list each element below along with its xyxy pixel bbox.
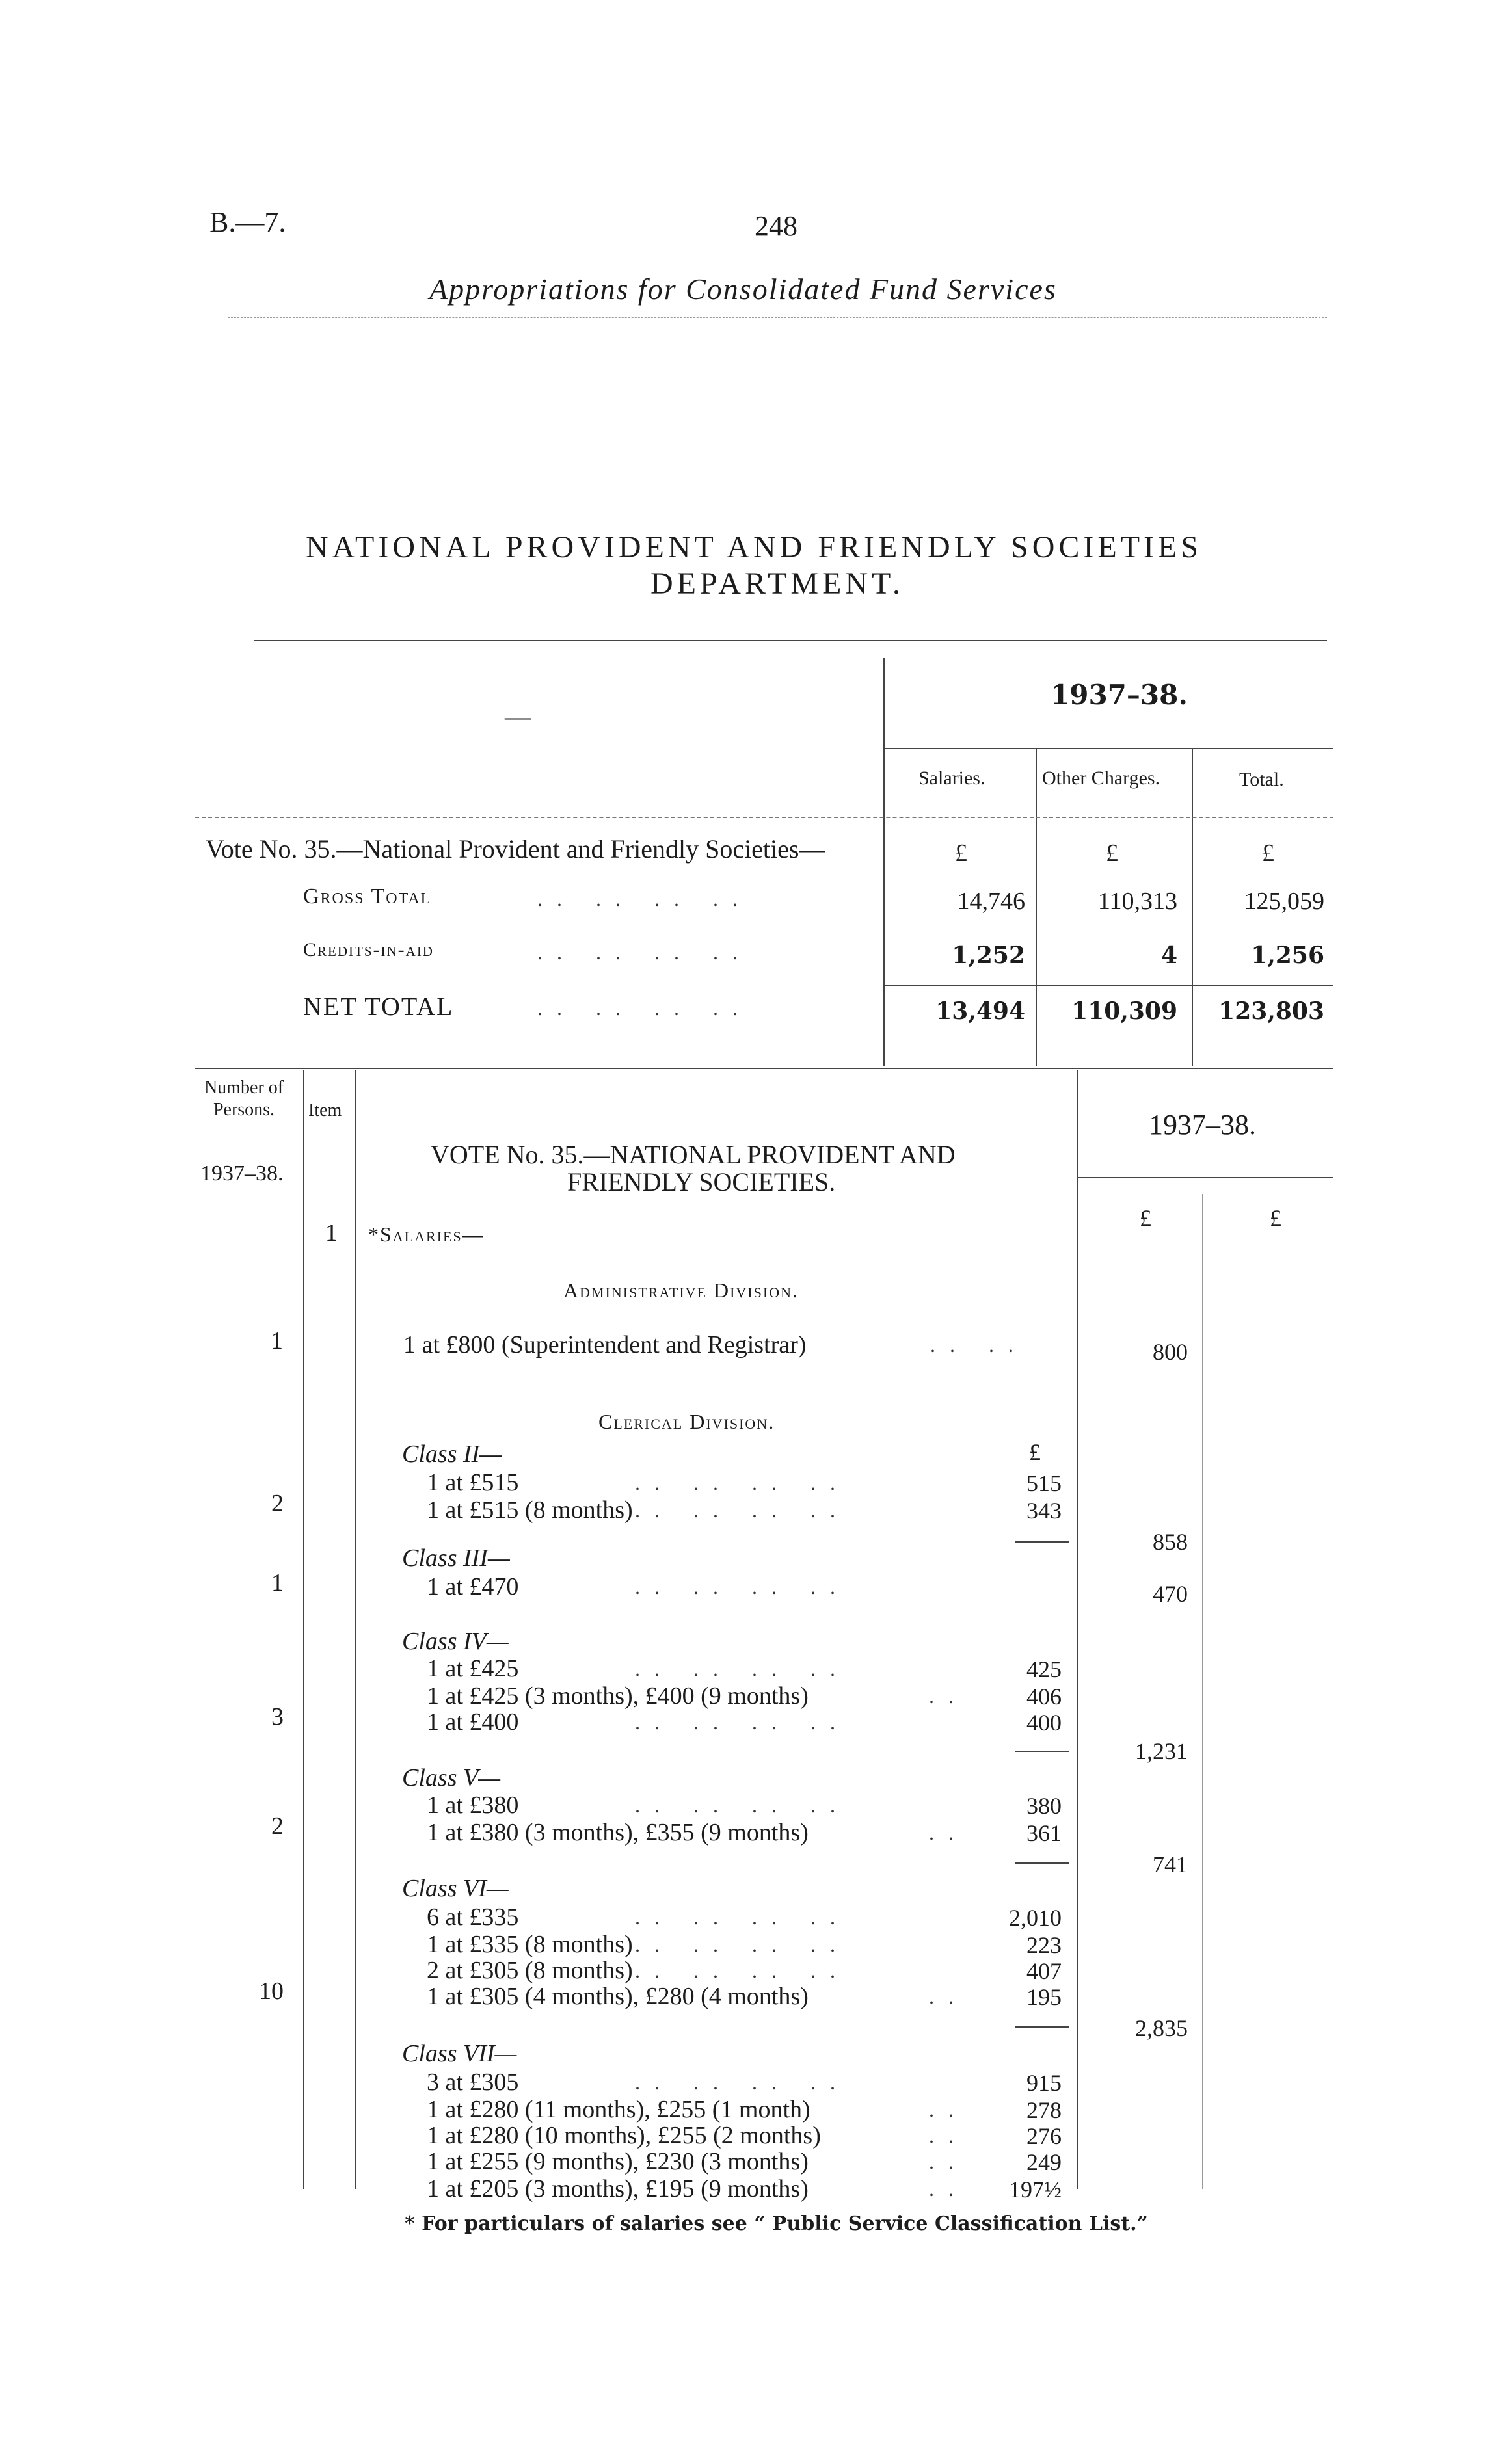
summary-net-rule	[885, 985, 1333, 986]
admin-amount: 800	[1153, 1339, 1188, 1365]
class-heading: Class VII—	[402, 2040, 517, 2067]
class-line-amount: 425	[1026, 1656, 1062, 1682]
class-subtotal: 741	[1153, 1851, 1188, 1877]
class-subtotal: 1,231	[1135, 1738, 1188, 1764]
clerical-division-heading: Clerical Division.	[598, 1410, 775, 1433]
row-net-label: NET TOTAL	[303, 992, 454, 1021]
class-line-leader: .. .. .. ..	[635, 1498, 850, 1522]
row-gross-salaries: 14,746	[957, 888, 1025, 915]
class-line-leader: ..	[929, 1684, 968, 1708]
class-subtotal-rule	[1015, 1862, 1069, 1864]
class-line-leader: .. .. .. ..	[635, 1905, 850, 1929]
class-line-text: 1 at £425	[427, 1655, 519, 1682]
detail-currency-1: £	[1140, 1205, 1151, 1231]
class-line-text: 1 at £205 (3 months), £195 (9 months)	[427, 2175, 809, 2203]
class-line-leader: ..	[929, 1985, 968, 2008]
row-gross-other: 110,313	[1097, 888, 1177, 915]
class-line-text: 1 at £515 (8 months)	[427, 1496, 633, 1524]
class-line-leader: ..	[929, 2124, 968, 2147]
col-year-header: 1937–38.	[200, 1161, 284, 1186]
admin-line: 1 at £800 (Superintendent and Registrar)	[403, 1331, 807, 1358]
class-subtotal-rule	[1015, 1751, 1069, 1752]
class-line-text: 6 at £335	[427, 1903, 519, 1931]
class-line-text: 1 at £380	[427, 1792, 519, 1819]
class-heading: Class IV—	[402, 1628, 509, 1655]
class-line-amount: 406	[1026, 1684, 1062, 1710]
class-line-leader: ..	[929, 2150, 968, 2173]
clerical-currency: £	[1029, 1439, 1041, 1465]
class-line-amount: 197½	[1009, 2177, 1062, 2203]
col-other-header: Other Charges.	[1042, 767, 1160, 789]
row-gross-total: 125,059	[1244, 888, 1324, 915]
summary-header-rule	[195, 817, 1333, 818]
vote-title-line1: VOTE No. 35.—NATIONAL PROVIDENT AND	[431, 1140, 956, 1169]
class-heading: Class VI—	[402, 1875, 509, 1902]
row-net-other: 110,309	[1071, 998, 1177, 1025]
row-net-salaries: 13,494	[935, 998, 1025, 1025]
row-credits-other: 4	[1160, 942, 1177, 969]
class-line-amount: 361	[1026, 1820, 1062, 1846]
footnote: * For particulars of salaries see “ Public Service Classification List.”	[405, 2212, 1148, 2235]
summary-divider-left	[883, 658, 885, 1066]
currency-other: £	[1106, 840, 1118, 867]
row-credits-total: 1,256	[1251, 942, 1324, 969]
page-number: 248	[755, 210, 797, 242]
class-persons: 2	[271, 1490, 284, 1517]
class-line-text: 3 at £305	[427, 2069, 519, 2096]
summary-dash: —	[505, 702, 531, 731]
admin-leader: .. ..	[930, 1333, 1028, 1357]
class-line-text: 2 at £305 (8 months)	[427, 1957, 633, 1984]
class-persons: 2	[271, 1812, 284, 1840]
detail-year-header: 1937–38.	[1149, 1109, 1256, 1141]
class-line-amount: 343	[1026, 1498, 1062, 1524]
class-subtotal-rule	[1015, 1541, 1069, 1543]
department-title-line2: DEPARTMENT.	[650, 566, 904, 601]
vote-label: Vote No. 35.—National Provident and Friendly Societies—	[206, 834, 825, 864]
class-line-text: 1 at £515	[427, 1469, 519, 1496]
class-line-amount: 515	[1026, 1470, 1062, 1496]
summary-divider-mid2	[1192, 749, 1193, 1066]
summary-year: 1937–38.	[1051, 679, 1188, 711]
admin-persons: 1	[271, 1327, 283, 1355]
class-line-leader: .. .. .. ..	[635, 1657, 850, 1680]
row-credits-salaries: 1,252	[952, 942, 1025, 969]
class-line-text: 1 at £470	[427, 1573, 519, 1600]
col-item-header: Item	[308, 1100, 342, 1120]
class-line-leader: .. .. .. ..	[635, 2071, 850, 2094]
department-title-line1: NATIONAL PROVIDENT AND FRIENDLY SOCIETIES	[306, 530, 1203, 564]
class-persons: 3	[271, 1703, 284, 1730]
salaries-heading: *Salaries—	[368, 1223, 485, 1246]
class-line-amount: 195	[1026, 1984, 1062, 2010]
class-line-amount: 915	[1026, 2070, 1062, 2096]
class-subtotal: 2,835	[1135, 2015, 1188, 2041]
class-persons: 10	[259, 1978, 284, 2005]
summary-top-rule	[254, 640, 1327, 641]
row-net-total: 123,803	[1218, 998, 1324, 1025]
running-title: Appropriations for Consolidated Fund Services	[429, 272, 1057, 306]
class-subtotal: 858	[1153, 1529, 1188, 1555]
class-line-leader: .. .. .. ..	[635, 1794, 850, 1817]
class-line-amount: 2,010	[1009, 1905, 1062, 1931]
class-line-leader: .. .. .. ..	[635, 1933, 850, 1956]
class-line-amount: 380	[1026, 1793, 1062, 1819]
summary-year-rule	[885, 748, 1333, 749]
class-heading: Class II—	[402, 1440, 502, 1468]
class-line-leader: .. .. .. ..	[635, 1710, 850, 1734]
detail-rule-amount	[1077, 1070, 1078, 2189]
col-total-header: Total.	[1239, 769, 1284, 790]
page-ref: B.—7.	[209, 206, 286, 238]
currency-salaries: £	[955, 840, 967, 867]
class-line-text: 1 at £380 (3 months), £355 (9 months)	[427, 1819, 809, 1846]
item-number: 1	[325, 1219, 338, 1247]
row-credits-leader: .. .. .. ..	[537, 940, 752, 964]
class-line-amount: 249	[1026, 2149, 1062, 2175]
class-line-text: 1 at £255 (9 months), £230 (3 months)	[427, 2148, 809, 2175]
class-heading: Class III—	[402, 1544, 510, 1572]
class-line-leader: ..	[929, 2177, 968, 2201]
class-persons: 1	[271, 1569, 284, 1596]
detail-year-rule	[1077, 1177, 1333, 1178]
detail-rule-sub	[1202, 1194, 1203, 2189]
vote-title-line2: FRIENDLY SOCIETIES.	[567, 1167, 836, 1197]
class-line-amount: 276	[1026, 2123, 1062, 2149]
class-subtotal-rule	[1015, 2026, 1069, 2028]
class-line-amount: 278	[1026, 2097, 1062, 2123]
class-line-amount: 223	[1026, 1932, 1062, 1958]
class-subtotal: 470	[1153, 1581, 1188, 1607]
header-rule	[228, 317, 1327, 318]
class-line-text: 1 at £425 (3 months), £400 (9 months)	[427, 1682, 809, 1710]
class-line-leader: ..	[929, 2098, 968, 2121]
currency-total: £	[1262, 840, 1274, 867]
class-line-text: 1 at £280 (11 months), £255 (1 month)	[427, 2096, 810, 2123]
row-gross-label: Gross Total	[303, 884, 432, 908]
detail-rule-item	[355, 1070, 356, 2189]
class-line-leader: .. .. .. ..	[635, 1471, 850, 1494]
class-line-amount: 407	[1026, 1958, 1062, 1984]
class-line-leader: .. .. .. ..	[635, 1575, 850, 1598]
row-credits-label: Credits-in-aid	[303, 939, 434, 960]
class-heading: Class V—	[402, 1764, 500, 1792]
class-line-leader: .. .. .. ..	[635, 1959, 850, 1982]
col-salaries-header: Salaries.	[918, 767, 985, 789]
row-gross-leader: .. .. .. ..	[537, 887, 752, 910]
admin-division-heading: Administrative Division.	[563, 1278, 799, 1302]
class-line-amount: 400	[1026, 1710, 1062, 1736]
row-net-leader: .. .. .. ..	[537, 996, 752, 1020]
class-line-text: 1 at £305 (4 months), £280 (4 months)	[427, 1983, 809, 2010]
class-line-text: 1 at £280 (10 months), £255 (2 months)	[427, 2122, 821, 2149]
class-line-leader: ..	[929, 1821, 968, 1844]
class-line-text: 1 at £335 (8 months)	[427, 1931, 633, 1958]
summary-divider-mid1	[1036, 749, 1037, 1066]
detail-currency-2: £	[1270, 1205, 1281, 1231]
summary-bottom-rule	[195, 1068, 1333, 1069]
class-line-text: 1 at £400	[427, 1708, 519, 1736]
detail-rule-number	[303, 1070, 304, 2189]
col-number-header: Number of Persons.	[204, 1078, 284, 1120]
